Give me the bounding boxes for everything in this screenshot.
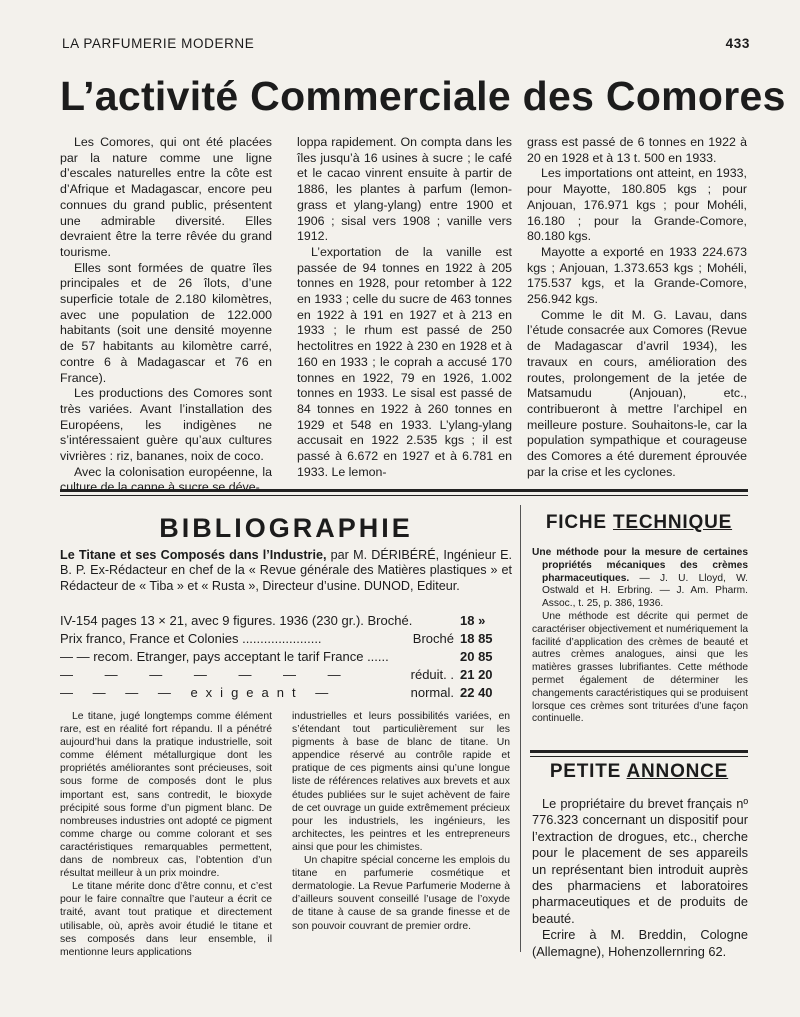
- column-divider: [520, 505, 521, 952]
- article-column-1: [60, 135, 272, 496]
- fiche-technique-heading: [530, 512, 748, 534]
- paragraph: Les importations ont atteint, en 1933, pour Mayotte, 180.805 kgs ; pour Anjouan, 176.971 kgs ; pour Mohéli, 16.180 ; pour la Grande-Comore, 80.180 kgs.: [527, 166, 747, 244]
- book-title: Le Titane et ses Composés dans l’Industrie,: [60, 548, 327, 562]
- petite-annonce-body: [532, 796, 748, 960]
- price-amount: 18 85: [460, 631, 493, 646]
- fiche-technique-body: [532, 547, 748, 726]
- paragraph: Les Comores, qui ont été placées par la nature comme une ligne d’escales naturelles entre la côte est d’Afrique et Madagascar, encore peu connues du grand public, présentent une admirable diversité. Elles devraient être la terre rêvée du grand tourisme.: [60, 135, 272, 259]
- price-label: Prix franco, France et Colonies ......................: [60, 631, 322, 646]
- article-column-2: [297, 135, 512, 480]
- reference-authors: — J. U. Lloyd, W. Ostwald et H. Erbring. — J. Am. Pharm. Assoc., t. 25, p. 386, 1936.: [542, 572, 748, 610]
- paragraph: Une méthode est décrite qui permet de caractériser objectivement et numériquement la facilité d’application des crèmes de beauté et autres crèmes analogues, ainsi que les matières grasses lubrifiantes. Cette méthode permet également de déterminer les changements caractéristiques qui se produisent lorsque ces crèmes sont triturées d’une façon continuelle.: [532, 610, 748, 725]
- paragraph: Ecrire à M. Breddin, Cologne (Allemagne), Hohenzollernring 62.: [532, 927, 748, 959]
- price-label: — — — — — — —: [60, 667, 355, 682]
- price-label: IV-154 pages 13 × 21, avec 9 figures. 1936 (230 gr.). Broché.: [60, 613, 413, 628]
- journal-name: LA PARFUMERIE MODERNE: [62, 36, 255, 51]
- page-number: 433: [725, 36, 750, 51]
- heading-part: FICHE: [545, 512, 613, 533]
- book-reference: [60, 548, 512, 594]
- heading-part: PETITE: [549, 761, 627, 782]
- paragraph: industrielles et leurs possibilités variées, en s’étendant tout particulièrement sur les pigments à base de blanc de titane. Un appendice réservé au contrôle rapide et pratique de ces pigments ainsi qu’une longue liste de références relatives aux brevets et aux études publiées sur le sujet achèvent de faire de cet ouvrage un guide extrêmement précieux pour les industriels, les ingénieurs, les architectes, les peintres et les entrepreneurs ainsi que pour les chimistes.: [292, 711, 510, 853]
- price-kind: normal.: [410, 685, 454, 700]
- section-divider: [530, 756, 748, 757]
- paragraph: Elles sont formées de quatre îles principales et de 26 îlots, d’une superficie totale de 2.180 kilomètres, avec une population de 122.000 habitants (soit une densité moyenne de 57 habitants au kilomètre carré, contre 6 à Madagascar et 76 en France).: [60, 260, 272, 385]
- price-row: [60, 684, 512, 702]
- paragraph: Le titane, jugé longtemps comme élément rare, est en réalité fort répandu. Il a pénétré aujourd’hui dans la pratique industrielle, soit comme élément métallurgique dont les propriétés améliorantes sont précieuses, soit sous forme de composés dont le plus important est, sans contredit, le bioxyde précipité sous forme d’un pigment blanc. De nombreuses industries ont adopté ce pigment comme charge ou comme colorant et ses caractéristiques remarquables permettent, dans de nombreux cas, l’obtention d’un résultat meilleur à un prix moindre.: [60, 711, 272, 880]
- paragraph: Le titane mérite donc d’être connu, et c’est pour le faire connaître que l’auteur a écrit ce traité, avant tout pratique et directement utilisable, où, après avoir étudié le titane et ses composés dans leur ensemble, il mentionne leurs applications: [60, 881, 272, 958]
- paragraph: loppa rapidement. On compta dans les îles jusqu’à 16 usines à sucre ; le café et le cacao vinrent ensuite à partir de 1886, les plantes à parfum (lemon-grass et ylang-ylang) entre 1900 et 1906 ; sisal vers 1908 ; vanille vers 1912.: [297, 135, 512, 244]
- price-amount: 22 40: [460, 685, 493, 700]
- price-amount: 18 »: [460, 613, 486, 628]
- heading-part: TECHNIQUE: [612, 512, 733, 533]
- price-kind: réduit. .: [410, 667, 454, 682]
- price-amount: 21 20: [460, 667, 493, 682]
- section-divider: [60, 495, 748, 496]
- petite-annonce-heading: [530, 761, 748, 783]
- paragraph: Le propriétaire du brevet français nº 776.323 concernant un dispositif pour l’extraction de drogues, etc., cherche pour le placement de ses appareils un représentant bien introduit auprès des pharmaciens et laboratoires pharmaceutiques et de produits de beauté.: [532, 796, 748, 926]
- price-row: [60, 612, 512, 630]
- price-label: — — — — exigeant —: [60, 685, 337, 700]
- heading-part: ANNONCE: [626, 761, 729, 782]
- section-divider: [530, 750, 748, 753]
- price-row: [60, 666, 512, 684]
- paragraph: grass est passé de 6 tonnes en 1922 à 20 en 1928 et à 13 t. 500 en 1933.: [527, 135, 747, 165]
- review-column-2: [292, 710, 510, 933]
- paragraph: Les productions des Comores sont très variées. Avant l’installation des Européens, les indigènes ne s’intéressaient guère qu’aux cultures vivrières : riz, bananes, noix de coco.: [60, 386, 272, 464]
- article-title: L’activité Commerciale des Comores: [60, 73, 786, 119]
- fiche-reference: [532, 547, 748, 611]
- review-column-1: [60, 710, 272, 959]
- price-list: [60, 612, 512, 702]
- paragraph: Un chapitre spécial concerne les emplois du titane en parfumerie cosmétique et dermatologie. La Revue Parfumerie Moderne à d’ailleurs souvent conseillé l’usage de l’oxyde de titane à cause de sa grande finesse et de son pouvoir couvrant de premier ordre.: [292, 855, 510, 932]
- article-column-3: [527, 135, 747, 480]
- price-row: [60, 630, 512, 648]
- paragraph: Mayotte a exporté en 1933 224.673 kgs ; Anjouan, 1.373.653 kgs ; Mohéli, 175.537 kgs, et la Grande-Comore, 256.942 kgs.: [527, 244, 747, 307]
- reference-title: Une méthode pour la mesure de certaines propriétés mécaniques des crèmes pharmaceutiques.: [532, 547, 748, 584]
- paragraph: L’exportation de la vanille est passée de 94 tonnes en 1922 à 205 tonnes en 1928, pour retomber à 122 en 1933 ; celle du sucre de 463 tonnes en 1922 à 191 en 1927 et à 213 en 1933 ; le rhum est passé de 250 hectolitres en 1922 à 230 en 1928 et à 160 en 1933 ; le coprah a accusé 170 tonnes en 1922, 79 en 1926, 1.002 tonnes en 1933. Le sisal est passé de 84 tonnes en 1922 à 260 tonnes en 1929 et 548 en 1933. L’ylang-ylang accusait en 1922 2.535 kgs ; il est passé à 6.672 en 1927 et à 6.781 en 1933. Le lemon-: [297, 244, 512, 479]
- bibliographie-heading: BIBLIOGRAPHIE: [159, 513, 413, 543]
- running-head: [62, 36, 750, 54]
- price-amount: 20 85: [460, 649, 493, 664]
- section-divider: [60, 489, 748, 492]
- price-kind: Broché: [412, 631, 454, 646]
- price-row: [60, 648, 512, 666]
- book-details: par M. DÉRIBÉRÉ, Ingénieur E. B. P. Ex-Rédacteur en chef de la « Revue générale des Matières plastiques » et Rédacteur de « Tiba » et « Rusta », Directeur d’usine. DUNOD, Editeur.: [60, 548, 512, 593]
- paragraph: Avec la colonisation européenne, la culture de la canne à sucre se déve-: [60, 464, 272, 495]
- paragraph: Comme le dit M. G. Lavau, dans l’étude consacrée aux Comores (Revue de Madagascar d’avril 1934), les travaux en cours, amélioration des routes, prolongement de la jetée de Matsamudu (Anjouan), etc., contribueront à mettre l’archipel en meilleure posture. Souhaitons-le, car la population sympathique et courageuse des Comores a été durement éprouvée par la crise et les cyclones.: [527, 307, 747, 479]
- price-label: — — recom. Etranger, pays acceptant le tarif France ......: [60, 649, 389, 664]
